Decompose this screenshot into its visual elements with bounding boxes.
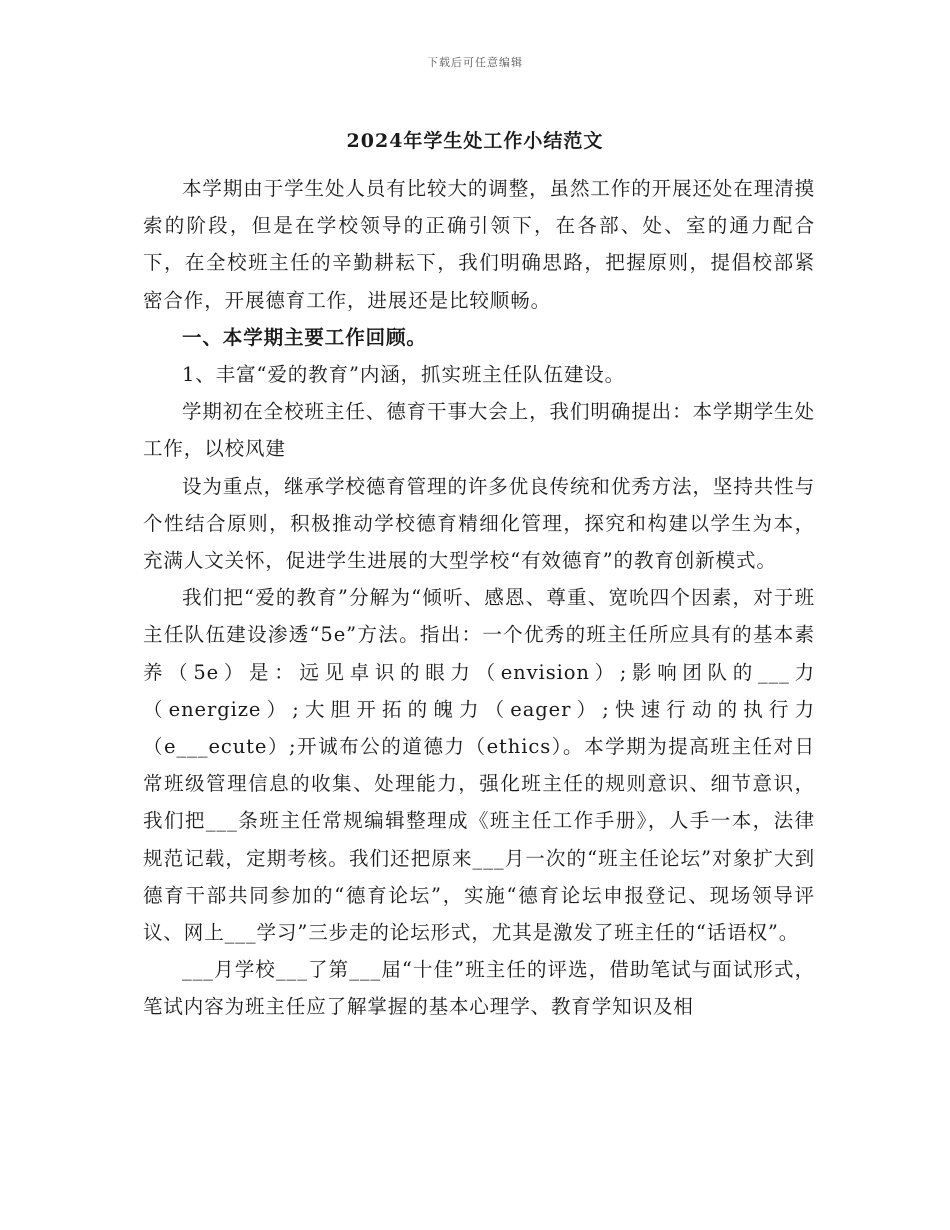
paragraph-semester-start: 学期初在全校班主任、德育干事大会上，我们明确提出：本学期学生处工作，以校风建 <box>143 400 815 461</box>
paragraph-love-education: 我们把“爱的教育”分解为“倾听、感恩、尊重、宽吮四个因素，对于班主任队伍建设渗透“5e”方法。指出：一个优秀的班主任所应具有的基本素养（5e）是：远见卓识的眼力（envision）;影响团队的___力（energize）;大胆开拓的魄力（eager）;快速行动的执行力（e___ecute）;开诚布公的道德力（ethics）。本学期为提高班主任对日常班级管理信息的收集、处理能力，强化班主任的规则意识、细节意识，我们把___条班主任常规编辑整理成《班主任工作手册》，人手一本，法律规范记载，定期考核。我们还把原来___月一次的“班主任论坛”对象扩大到德育干部共同参加的“德育论坛”，实施“德育论坛申报登记、现场领导评议、网上___学习”三步走的论坛形式，尤其是激发了班主任的“话语权”。 <box>143 586 815 945</box>
page-header-note: 下载后可任意编辑 <box>427 56 523 69</box>
section-heading: 一、本学期主要工作回顾。 <box>182 325 427 349</box>
paragraph-focus: 设为重点，继承学校德育管理的许多优良传统和优秀方法，坚持共性与个性结合原则，积极推动学校德育精细化管理，探究和构建以学生为本，充满人文关怀，促进学生进展的大型学校“有效德育”的教育创新模式。 <box>143 474 815 573</box>
document-body <box>143 170 815 1026</box>
subsection-heading: 1、丰富“爱的教育”内涵，抓实班主任队伍建设。 <box>182 363 626 387</box>
paragraph-intro: 本学期由于学生处人员有比较大的调整，虽然工作的开展还处在理清摸索的阶段，但是在学校领导的正确引领下，在各部、处、室的通力配合下，在全校班主任的辛勤耕耘下，我们明确思路，把握原则，提倡校部紧密合作，开展德育工作，进展还是比较顺畅。 <box>143 177 815 312</box>
paragraph-top-ten-selection: ___月学校___了第___届“十佳”班主任的评选，借助笔试与面试形式，笔试内容为班主任应了解掌握的基本心理学、教育学知识及相 <box>143 958 815 1019</box>
document-title: 2024年学生处工作小结范文 <box>346 130 604 152</box>
